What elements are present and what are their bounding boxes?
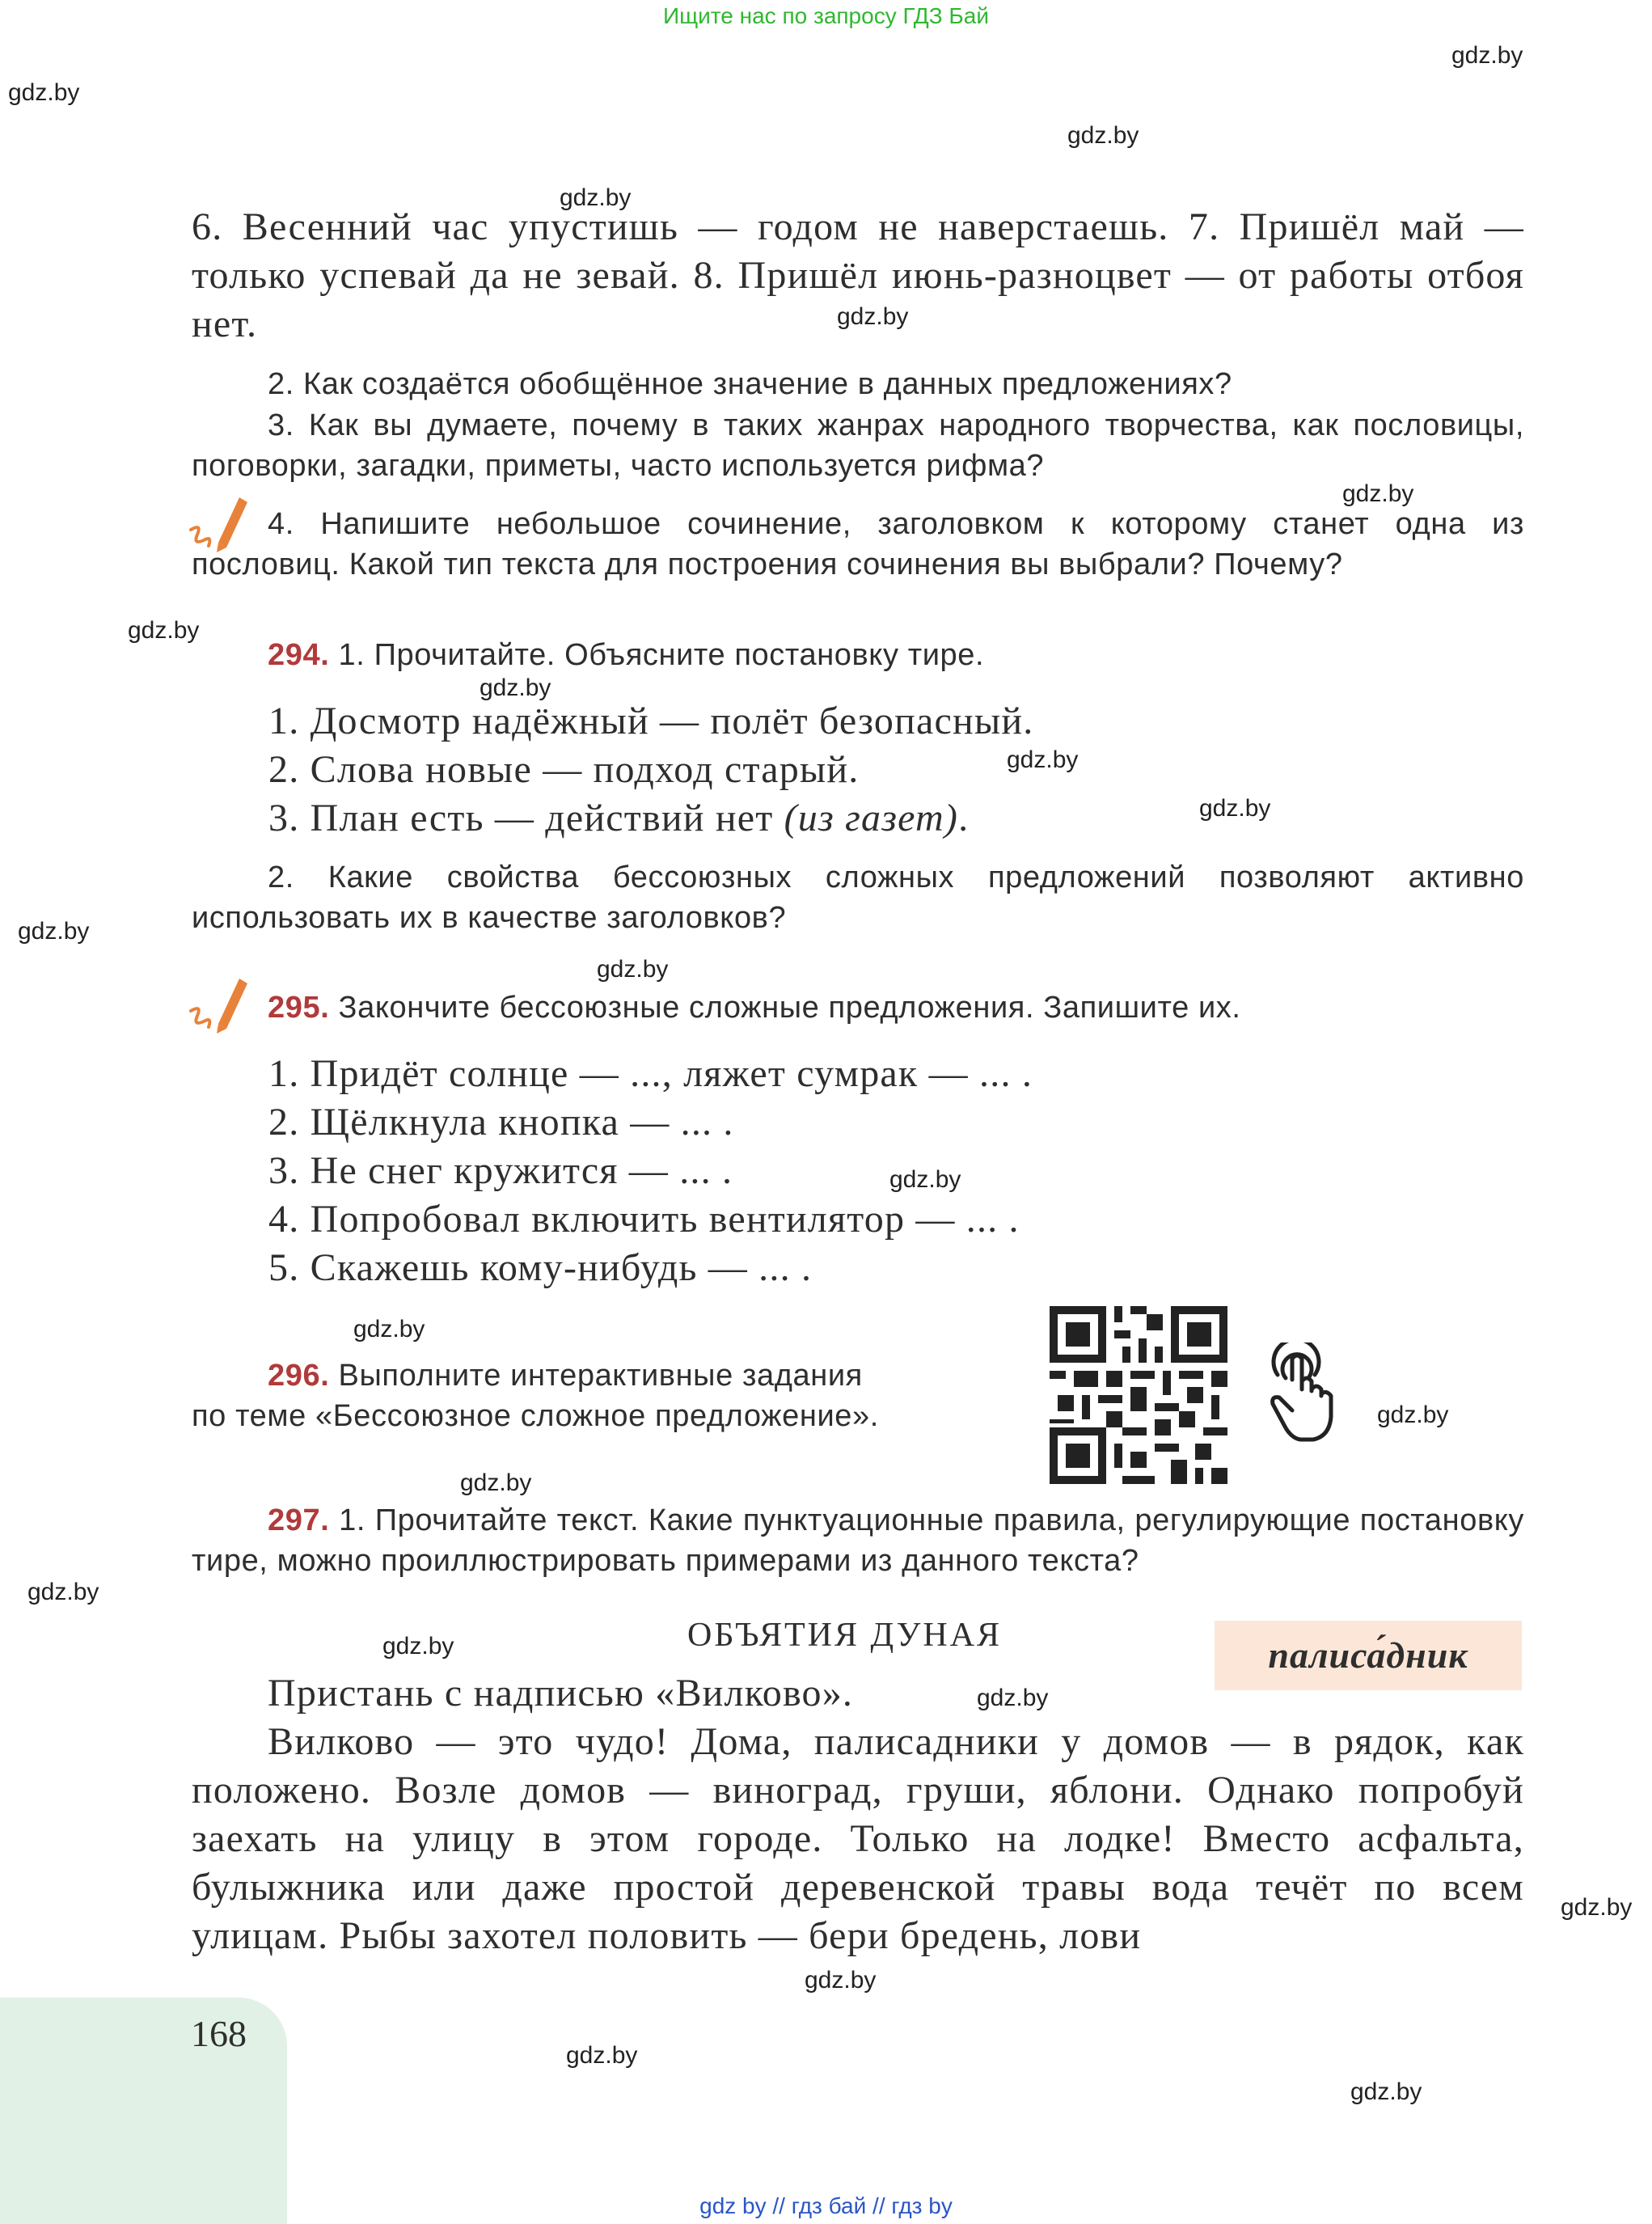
watermark: gdz.by bbox=[1067, 122, 1139, 149]
exercise-296-task bbox=[268, 1355, 863, 1396]
qr-code-icon[interactable] bbox=[1041, 1298, 1236, 1492]
page-number: 168 bbox=[191, 2013, 247, 2054]
watermark: gdz.by bbox=[1561, 1894, 1633, 1921]
exercise-number: 295. bbox=[268, 991, 330, 1025]
proverbs-paragraph: 6. Весенний час упустишь — годом не наверстаешь. 7. Пришёл май — только успевай да не зевай. 8. Пришёл июнь-разноцвет — от работы отбоя нет. bbox=[192, 205, 1524, 345]
exercise-number: 294. bbox=[268, 638, 330, 672]
watermark: gdz.by bbox=[1007, 746, 1079, 773]
watermark: gdz.by bbox=[480, 674, 551, 701]
exercise-task: 1. Прочитайте текст. Какие пунктуационные правила, регулирующие постановку тире, можно проиллюстрировать примерами из данного текста? bbox=[192, 1503, 1524, 1578]
exercise-295-task bbox=[268, 987, 1524, 1028]
top-banner[interactable]: Ищите нас по запросу ГДЗ Бай bbox=[662, 3, 990, 28]
pen-icon bbox=[188, 970, 252, 1035]
watermark: gdz.by bbox=[382, 1633, 454, 1660]
watermark: gdz.by bbox=[597, 956, 669, 983]
text-title: ОБЪЯТИЯ ДУНАЯ bbox=[687, 1617, 1003, 1654]
watermark: gdz.by bbox=[1199, 795, 1271, 822]
watermark: gdz.by bbox=[837, 303, 909, 330]
footer-links[interactable]: gdz by // гдз бай // гдз by bbox=[699, 2193, 953, 2218]
example-period: . bbox=[958, 797, 970, 839]
example-line: 5. Скажешь кому-нибудь — ... . bbox=[268, 1246, 813, 1289]
example-line bbox=[268, 794, 969, 843]
watermark: gdz.by bbox=[1342, 480, 1414, 507]
watermark: gdz.by bbox=[805, 1967, 877, 1994]
example-line: 1. Досмотр надёжный — полёт безопасный. bbox=[268, 700, 1034, 742]
watermark: gdz.by bbox=[566, 2042, 638, 2069]
watermark: gdz.by bbox=[889, 1166, 961, 1193]
exercise-294-question-2: 2. Какие свойства бессоюзных сложных предложений позволяют активно использовать их в качестве заголовков? bbox=[192, 860, 1524, 935]
example-line: 4. Попробовал включить вентилятор — ... . bbox=[268, 1198, 1020, 1241]
exercise-task-continued: по теме «Бессоюзное сложное предложение». bbox=[192, 1399, 879, 1433]
example-line: 3. Не снег кружится — ... . bbox=[268, 1149, 733, 1192]
exercise-294-task bbox=[268, 635, 1524, 675]
question-3: 3. Как вы думаете, почему в таких жанрах народного творчества, как пословицы, поговорки, загадки, приметы, часто используется рифма? bbox=[192, 408, 1524, 483]
exercise-task: Закончите бессоюзные сложные предложения. Запишите их. bbox=[338, 991, 1241, 1025]
touch-hand-icon[interactable] bbox=[1261, 1342, 1342, 1448]
watermark: gdz.by bbox=[27, 1579, 99, 1605]
example-line: 1. Придёт солнце — ..., ляжет сумрак — ... . bbox=[268, 1052, 1033, 1095]
watermark: gdz.by bbox=[1451, 42, 1523, 69]
exercise-297-task bbox=[192, 1500, 1524, 1581]
vocabulary-box bbox=[1215, 1621, 1522, 1690]
watermark: gdz.by bbox=[353, 1316, 425, 1342]
question-2: 2. Как создаётся обобщённое значение в данных предложениях? bbox=[268, 367, 1232, 401]
watermark: gdz.by bbox=[1377, 1402, 1449, 1428]
exercise-task: 1. Прочитайте. Объясните постановку тире. bbox=[338, 638, 985, 672]
watermark: gdz.by bbox=[977, 1685, 1049, 1711]
watermark: gdz.by bbox=[128, 617, 200, 644]
text-paragraph: Вилково — это чудо! Дома, палисадники у домов — в рядок, как положено. Возле домов — виноград, груши, яблони. Однако попробуй заехать на улицу в этом городе. Только на лодке! Вместо асфальта, булыжника или даже простой деревенской травы вода течёт по всем улицам. Рыбы захотел половить — бери бредень, лови bbox=[192, 1720, 1524, 1957]
watermark: gdz.by bbox=[8, 79, 80, 106]
example-line: 2. Слова новые — подход старый. bbox=[268, 748, 860, 791]
example-source: (из газет) bbox=[784, 797, 959, 839]
watermark: gdz.by bbox=[18, 918, 90, 945]
exercise-number: 296. bbox=[268, 1359, 330, 1393]
example-text: 3. План есть — действий нет bbox=[268, 797, 784, 839]
exercise-number: 297. bbox=[268, 1503, 330, 1537]
watermark: gdz.by bbox=[560, 184, 632, 211]
text-paragraph: Пристань с надписью «Вилково». bbox=[268, 1672, 854, 1715]
vocabulary-word: палиса́дник bbox=[1268, 1634, 1468, 1676]
watermark: gdz.by bbox=[460, 1469, 532, 1496]
example-line: 2. Щёлкнула кнопка — ... . bbox=[268, 1101, 734, 1144]
exercise-task: Выполните интерактивные задания bbox=[338, 1359, 863, 1393]
question-4: 4. Напишите небольшое сочинение, заголовком к которому станет одна из пословиц. Какой тип текста для построения сочинения вы выбрали? Почему? bbox=[192, 507, 1524, 581]
watermark: gdz.by bbox=[1350, 2078, 1422, 2105]
